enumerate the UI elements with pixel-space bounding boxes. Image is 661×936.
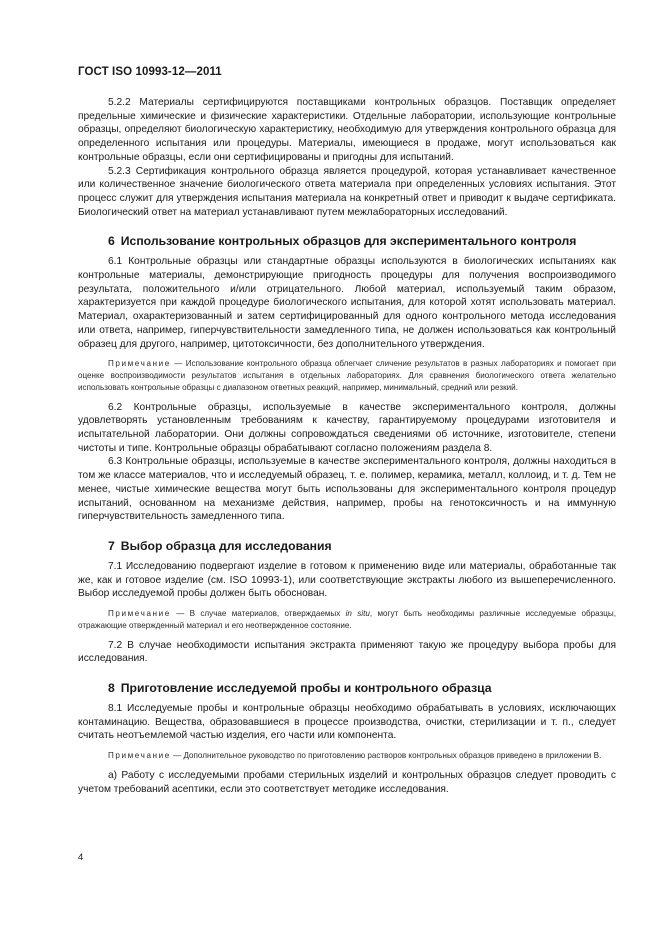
section-6-heading bbox=[78, 233, 616, 249]
section-8-number: 8 bbox=[108, 681, 115, 696]
paragraph-6-3: 6.3 Контрольные образцы, используемые в качестве экспериментального контроля, должны находиться в том же классе материалов, что и исследуемый образец, т. е. полимер, керамика, металл, коллоид, и т. д. Тем не менее, чистые химические вещества могут быть использованы для экспериментального контроля процедур испытаний, основанном на механизме действия, например, пробы на генотоксичность и на иммунную гиперчувствительность замедленного типа. bbox=[78, 456, 616, 523]
section-7-title: Выбор образца для исследования bbox=[120, 538, 332, 553]
note-section-8 bbox=[78, 750, 616, 762]
section-7-heading bbox=[78, 538, 616, 554]
paragraph-5-2-2: 5.2.2 Материалы сертифицируются поставщиками контрольных образцов. Поставщик определяет предельные химические и физические характеристики. Отдельные лаборатории, использующие контрольные образцы, определяют биологическую характеристику, необходимую для утверждения контрольного образца для определенного испытания или процедуры. Материалы, имеющиеся в продаже, могут использоваться как контрольные образцы, если они сертифицированы и пригодны для испытаний. bbox=[78, 97, 616, 163]
paragraph-7-1: 7.1 Исследованию подвергают изделие в готовом к применению виде или материалы, обработанные так же, как и готовое изделие (см. ISO 10993-1), или соответствующие экстракты любого из вышеперечисленного. Выбор исследуемой пробы должен быть обоснован. bbox=[78, 560, 616, 600]
note-label: Примечание bbox=[108, 751, 171, 761]
note-7-text-italic: in situ bbox=[345, 609, 370, 619]
paragraph-6-2: 6.2 Контрольные образцы, используемые в качестве экспериментального контроля, должны удовлетворять установленным требованиям к качеству, гарантируемому процедурами изготовителя и испытательной лаборатории. Они должны сопровождаться сведениями об источнике, изготовителе, степени чистоты и типе. Контрольные образцы обрабатывают согласно положениям раздела 8. bbox=[78, 401, 616, 454]
paragraph-8-1: 8.1 Исследуемые пробы и контрольные образцы необходимо обрабатывать в условиях, исключающих контаминацию. Вещества, образовавшиеся в процессе производства, очистки, стерилизации и т. п., следует считать неотъемлемой частью изделия, его части или компонента. bbox=[78, 703, 616, 742]
note-section-7 bbox=[78, 608, 616, 632]
section-6-number: 6 bbox=[108, 234, 115, 249]
note-dash: — bbox=[170, 609, 190, 619]
document-header: ГОСТ ISO 10993-12—2011 bbox=[78, 66, 222, 78]
paragraph-5-2-3: 5.2.3 Сертификация контрольного образца является процедурой, которая устанавливает качественное или количественное значение биологического ответа материала при определенных условиях испытания. Этот процесс служит для утверждения испытания материала на конкретный ответ и приводит к выдаче сертификата. Биологический ответ на материал устанавливают путем межлабораторных исследований. bbox=[78, 165, 616, 218]
paragraph-8-a: а) Работу с исследуемыми пробами стерильных изделий и контрольных образцов следует проводить с учетом требований асептики, если это соответствует методике исследования. bbox=[78, 769, 616, 795]
note-8-text: Дополнительное руководство по приготовлению растворов контрольных образцов приведено в приложении В. bbox=[183, 751, 602, 761]
note-label: Примечание bbox=[108, 609, 171, 619]
section-8-title: Приготовление исследуемой пробы и контрольного образца bbox=[120, 681, 492, 696]
note-7-text-post: , могут быть необходимы различные исследуемые образцы, отражающие отвержденный материал и его неотвержденное состояние. bbox=[78, 609, 616, 630]
note-section-6 bbox=[78, 358, 616, 393]
section-6-title: Использование контрольных образцов для экспериментального контроля bbox=[120, 234, 577, 249]
note-dash: — bbox=[170, 359, 186, 369]
paragraph-6-1: 6.1 Контрольные образцы или стандартные образцы используются в биологических испытаниях как контрольные материалы, демонстрирующие пригодность процедуры для получения воспроизводимого результата, положительного и/или отрицательного. Любой материал, используемый таким образом, характеризуется при каждой процедуре биологического испытания, для которой хотят использовать материал. Материал, охарактеризованный и затем сертифицированный для одного контрольного метода исследования или ответа, например, гиперчувствительности замедленного типа, не должен использоваться как контрольный образец для другого, например, цитотоксичности, без дополнительного утверждения. bbox=[78, 256, 616, 350]
paragraph-7-2: 7.2 В случае необходимости испытания экстракта применяют такую же процедуру выбора пробы для исследования. bbox=[78, 639, 616, 665]
section-7-number: 7 bbox=[108, 538, 115, 553]
section-8-heading bbox=[78, 680, 616, 696]
note-6-text: Использование контрольного образца облегчает сличение результатов в разных лабораториях и помогает при оценке воспроизводимости результатов испытания в отдельных лабораториях. Для сравнения биологического ответа желательно использовать контрольные образцы с диапазоном ответных реакций, например, минимальный, средний или резкий. bbox=[78, 359, 617, 392]
page-number: 4 bbox=[78, 852, 84, 863]
note-label: Примечание bbox=[108, 359, 171, 369]
note-7-text-pre: В случае материалов, отверждаемых bbox=[189, 609, 346, 619]
note-dash: — bbox=[170, 751, 184, 761]
page-content bbox=[78, 96, 616, 796]
